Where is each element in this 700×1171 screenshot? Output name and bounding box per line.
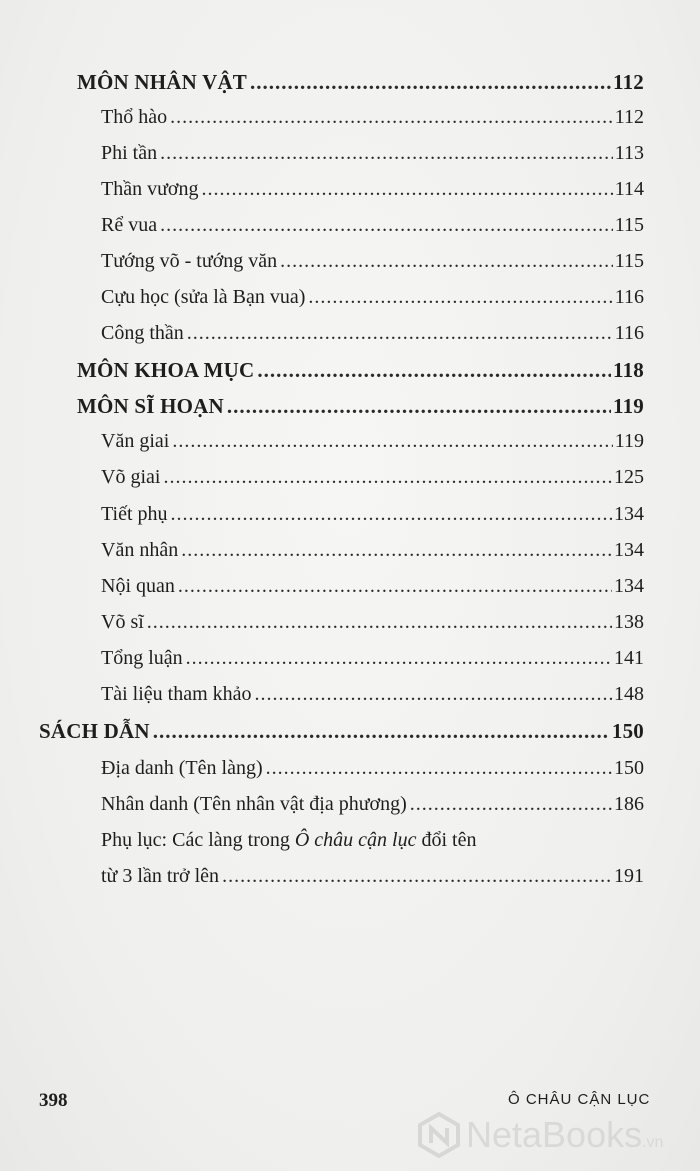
watermark-tld: .vn (642, 1134, 664, 1151)
toc-item (101, 539, 644, 562)
toc-page-number: 186 (614, 793, 644, 815)
toc-page-number: 116 (614, 286, 644, 308)
toc-title: Tổng luận (101, 647, 183, 669)
dot-leader (170, 106, 613, 129)
toc-item (101, 647, 644, 670)
toc-title: Phi tần (101, 142, 158, 164)
toc-title: MÔN KHOA MỤC (77, 358, 255, 382)
toc-page-number: 125 (614, 466, 644, 488)
footer-page-number: 398 (39, 1090, 68, 1111)
dot-leader (160, 214, 613, 237)
watermark (416, 1106, 686, 1164)
toc-title: từ 3 lần trở lên (101, 865, 220, 887)
toc-page-number: 118 (613, 358, 644, 382)
toc-item (101, 322, 644, 345)
dot-leader (172, 430, 612, 453)
toc-title: Tiết phụ (101, 503, 168, 525)
toc-item (101, 575, 644, 598)
toc-section-sach-dan (39, 719, 644, 744)
dot-leader (178, 575, 612, 598)
dot-leader (147, 611, 612, 634)
toc-section-mon-khoa-muc (77, 358, 644, 383)
dot-leader (171, 503, 612, 526)
dot-leader (163, 466, 612, 489)
toc-title: Địa danh (Tên làng) (101, 757, 263, 779)
toc-title: Rể vua (101, 214, 158, 236)
appendix-text: đổi tên (416, 829, 477, 851)
dot-leader (280, 250, 613, 273)
toc-title: Văn nhân (101, 539, 179, 561)
toc-title: Thần vương (101, 178, 199, 200)
toc-page-number: 141 (614, 647, 644, 669)
toc-title: Cựu học (sửa là Bạn vua) (101, 286, 306, 308)
toc-page-number: 115 (614, 250, 644, 272)
toc-title: Thổ hào (101, 106, 168, 128)
toc-item (101, 106, 644, 129)
dot-leader (227, 394, 611, 419)
toc-appendix-line-1 (101, 829, 477, 852)
toc-item (101, 683, 644, 706)
toc-page-number: 113 (614, 142, 644, 164)
toc-item (101, 142, 644, 165)
dot-leader (222, 865, 612, 888)
toc-title: Tài liệu tham khảo (101, 683, 252, 705)
toc-page-number: 116 (614, 322, 644, 344)
toc-item (101, 286, 644, 309)
dot-leader (153, 719, 610, 744)
toc-item (101, 178, 644, 201)
toc-item (101, 793, 644, 816)
toc-page-number: 191 (614, 865, 644, 887)
toc-page-number: 114 (614, 178, 644, 200)
toc-page-number: 134 (614, 539, 644, 561)
toc-page-number: 148 (614, 683, 644, 705)
toc-page-number: 112 (613, 70, 644, 94)
toc-appendix-line-2 (101, 865, 644, 888)
toc-title: Tướng võ - tướng văn (101, 250, 278, 272)
netabooks-logo-icon (416, 1112, 462, 1158)
watermark-text (466, 1114, 663, 1156)
dot-leader (202, 178, 613, 201)
dot-leader (250, 70, 611, 95)
dot-leader (257, 358, 611, 383)
toc-title: MÔN SĨ HOẠN (77, 394, 224, 418)
dot-leader (255, 683, 612, 706)
toc-item (101, 503, 644, 526)
toc-title: Nhân danh (Tên nhân vật địa phương) (101, 793, 407, 815)
toc-page-number: 115 (614, 214, 644, 236)
toc-item (101, 250, 644, 273)
toc-item (101, 214, 644, 237)
toc-item (101, 466, 644, 489)
appendix-book-title: Ô châu cận lục (294, 829, 417, 851)
dot-leader (181, 539, 612, 562)
toc-page-number: 112 (614, 106, 644, 128)
toc-page-number: 138 (614, 611, 644, 633)
toc-item (101, 611, 644, 634)
toc-section-mon-si-hoan (77, 394, 644, 419)
dot-leader (410, 793, 612, 816)
toc-title: Công thần (101, 322, 184, 344)
toc-title: Văn giai (101, 430, 170, 452)
toc-item (101, 430, 644, 453)
toc-page-number: 119 (614, 430, 644, 452)
footer-book-title: Ô CHÂU CẬN LỤC (508, 1091, 651, 1108)
toc-title: Võ giai (101, 466, 161, 488)
toc-section-mon-nhan-vat (77, 70, 644, 95)
dot-leader (186, 647, 612, 670)
toc-page-number: 134 (614, 503, 644, 525)
watermark-brand: NetaBooks (466, 1114, 643, 1155)
dot-leader (187, 322, 613, 345)
toc-page-number: 150 (611, 719, 644, 743)
dot-leader (160, 142, 613, 165)
dot-leader (266, 757, 612, 780)
toc-title: Nội quan (101, 575, 175, 597)
toc-title: MÔN NHÂN VẬT (77, 70, 248, 94)
toc-title: SÁCH DẪN (39, 719, 150, 743)
toc-page-number: 134 (614, 575, 644, 597)
toc-title: Võ sĩ (101, 611, 144, 633)
dot-leader (308, 286, 612, 309)
toc-page-number: 119 (613, 394, 644, 418)
appendix-text: Phụ lục: Các làng trong (101, 829, 295, 851)
toc-item (101, 757, 644, 780)
toc-page-number: 150 (614, 757, 644, 779)
